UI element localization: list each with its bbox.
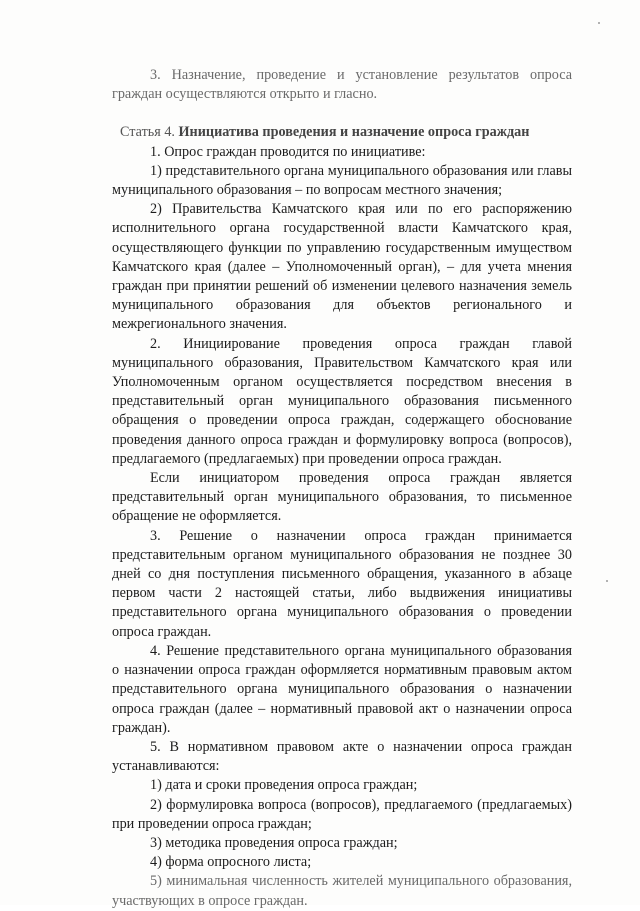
article-heading [112, 123, 572, 142]
document-body [112, 66, 572, 911]
paragraph-3: 3. Решение о назначении опроса граждан принимается представительным органом муниципального образования не позднее 30 дней со дня поступления письменного обращения, указанного в абзаце первом части 2 настоящей статьи, либо выдвижения инициативы представительного органа муниципального образования о проведении опроса граждан. [112, 527, 572, 640]
scan-speck [606, 580, 608, 582]
paragraph-5-item-3: 3) методика проведения опроса граждан; [150, 834, 398, 851]
paragraph-5-item-2: 2) формулировка вопроса (вопросов), предлагаемого (предлагаемых) при проведении опроса граждан; [112, 796, 572, 832]
paragraph-2: 2. Инициирование проведения опроса граждан главой муниципального образования, Правительством Камчатского края или Уполномоченным органом осуществляется посредством внесения в представительный орган муниципального образования письменного обращения о проведении опроса граждан, содержащего обоснование проведения данного опроса граждан и формулировку вопроса (вопросов), предлагаемого (предлагаемых) при проведении опроса граждан. [112, 335, 572, 467]
paragraph-1-intro: 1. Опрос граждан проводится по инициативе: [150, 143, 426, 160]
paragraph-4: 4. Решение представительного органа муниципального образования о назначении опроса граждан оформляется нормативным правовым актом представительного органа муниципального образования о назначении опроса граждан (далее – нормативный правовой акт о назначении опроса граждан). [112, 642, 572, 736]
article-number: Статья 4. [120, 124, 175, 141]
paragraph-1-item-1: 1) представительного органа муниципального образования или главы муниципального образования – по вопросам местного значения; [112, 162, 572, 199]
scan-speck [598, 22, 600, 24]
paragraph-5-item-5: 5) минимальная численность жителей муниципального образования, участвующих в опросе граждан. [112, 873, 572, 909]
paragraph-2-continuation: Если инициатором проведения опроса граждан является представительный орган муниципального образования, то письменное обращение не оформляется. [112, 470, 572, 525]
section3-closing-paragraph: 3. Назначение, проведение и установление результатов опроса граждан осуществляются открыто и гласно. [112, 67, 572, 103]
paragraph-5-item-4: 4) форма опросного листа; [150, 854, 312, 871]
paragraph-5-intro: 5. В нормативном правовом акте о назначении опроса граждан устанавливаются: [112, 738, 572, 775]
paragraph-1-item-2: 2) Правительства Камчатского края или по его распоряжению исполнительного органа государственной власти Камчатского края, осуществляющего функции по управлению государственным имуществом Камчатского края (далее – Уполномоченный орган), – для учета мнения граждан при принятии решений об изменении целевого назначения земель муниципального образования для объектов регионального и межрегионального значения. [112, 201, 572, 333]
article-title: Инициатива проведения и назначение опроса граждан [178, 124, 530, 141]
paragraph-5-item-1: 1) дата и сроки проведения опроса граждан; [150, 777, 418, 794]
